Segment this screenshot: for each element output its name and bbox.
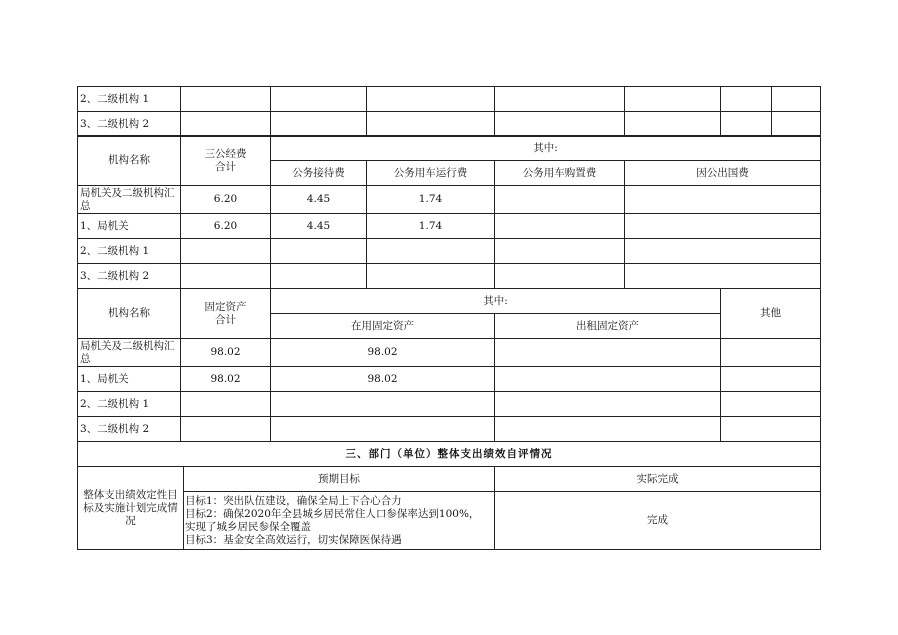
goal-line: 实现了城乡居民参保全覆盖 bbox=[185, 520, 311, 533]
row-label: 3、二级机构 2 bbox=[78, 417, 181, 442]
header-org-name: 机构名称 bbox=[78, 136, 181, 186]
cell-in-use bbox=[271, 417, 495, 442]
cell-vehicle-run: 1.74 bbox=[367, 214, 495, 239]
goal-line: 目标3：基金安全高效运行，切实保障医保待遇 bbox=[185, 533, 402, 546]
header-expected-goals: 预期目标 bbox=[184, 467, 495, 492]
header-abroad: 因公出国费 bbox=[625, 161, 821, 186]
table-row bbox=[78, 367, 821, 392]
header-total: 三公经费 合计 bbox=[181, 136, 271, 186]
header-org-name: 机构名称 bbox=[78, 289, 181, 339]
header-total: 固定资产 合计 bbox=[181, 289, 271, 339]
header-other: 其他 bbox=[721, 289, 821, 339]
table-row bbox=[78, 87, 821, 112]
header-group-among: 其中: bbox=[271, 289, 721, 314]
goal-line: 目标1：突出队伍建设，确保全局上下合心合力 bbox=[185, 494, 402, 507]
cell-in-use: 98.02 bbox=[271, 339, 495, 367]
cell-other bbox=[721, 417, 821, 442]
row-label: 2、二级机构 1 bbox=[78, 239, 181, 264]
table-row bbox=[78, 214, 821, 239]
row-label: 3、二级机构 2 bbox=[78, 264, 181, 289]
table-performance-evaluation bbox=[77, 441, 821, 550]
cell-vehicle-run bbox=[367, 264, 495, 289]
cell-total: 6.20 bbox=[181, 214, 271, 239]
cell-reception bbox=[271, 239, 367, 264]
table-row bbox=[78, 417, 821, 442]
cell-rented bbox=[495, 339, 721, 367]
row-label: 局机关及二级机构汇总 bbox=[78, 186, 181, 214]
row-label: 1、局机关 bbox=[78, 367, 181, 392]
goal-line: 目标2：确保2020年全县城乡居民常住人口参保率达到100%， bbox=[185, 507, 480, 520]
cell-other bbox=[721, 367, 821, 392]
cell-abroad bbox=[625, 214, 821, 239]
header-group-among: 其中: bbox=[271, 136, 821, 161]
section-title: 三、部门（单位）整体支出绩效自评情况 bbox=[78, 442, 821, 467]
cell-vehicle-buy bbox=[495, 239, 625, 264]
cell-in-use bbox=[271, 392, 495, 417]
cell-abroad bbox=[625, 264, 821, 289]
cell-rented bbox=[495, 417, 721, 442]
table-partial-top bbox=[77, 86, 821, 137]
cell-vehicle-buy bbox=[495, 214, 625, 239]
cell-actual: 完成 bbox=[495, 492, 821, 550]
cell-total: 6.20 bbox=[181, 186, 271, 214]
cell-vehicle-run: 1.74 bbox=[367, 186, 495, 214]
cell-other bbox=[721, 392, 821, 417]
header-reception: 公务接待费 bbox=[271, 161, 367, 186]
header-vehicle-buy: 公务用车购置费 bbox=[495, 161, 625, 186]
row-label: 1、局机关 bbox=[78, 214, 181, 239]
cell-total bbox=[181, 239, 271, 264]
cell-goals bbox=[184, 492, 495, 550]
cell-total bbox=[181, 392, 271, 417]
cell-total bbox=[181, 264, 271, 289]
cell-rented bbox=[495, 392, 721, 417]
table-row bbox=[78, 186, 821, 214]
row-label-performance: 整体支出绩效定性目标及实施计划完成情况 bbox=[78, 467, 184, 550]
table-three-public-expenses bbox=[77, 135, 821, 289]
cell-abroad bbox=[625, 239, 821, 264]
cell-vehicle-run bbox=[367, 239, 495, 264]
cell-reception: 4.45 bbox=[271, 186, 367, 214]
cell-total: 98.02 bbox=[181, 367, 271, 392]
header-actual-completion: 实际完成 bbox=[495, 467, 821, 492]
table-row bbox=[78, 239, 821, 264]
cell-rented bbox=[495, 367, 721, 392]
cell-total: 98.02 bbox=[181, 339, 271, 367]
cell-total bbox=[181, 417, 271, 442]
table-row bbox=[78, 112, 821, 137]
cell-abroad bbox=[625, 186, 821, 214]
table-fixed-assets bbox=[77, 288, 821, 442]
row-label: 2、二级机构 1 bbox=[78, 87, 181, 112]
cell-vehicle-buy bbox=[495, 186, 625, 214]
row-label: 3、二级机构 2 bbox=[78, 112, 181, 137]
header-in-use: 在用固定资产 bbox=[271, 314, 495, 339]
row-label: 2、二级机构 1 bbox=[78, 392, 181, 417]
table-row bbox=[78, 339, 821, 367]
cell-other bbox=[721, 339, 821, 367]
table-row bbox=[78, 392, 821, 417]
row-label: 局机关及二级机构汇总 bbox=[78, 339, 181, 367]
header-vehicle-run: 公务用车运行费 bbox=[367, 161, 495, 186]
header-rented: 出租固定资产 bbox=[495, 314, 721, 339]
table-row bbox=[78, 264, 821, 289]
cell-reception: 4.45 bbox=[271, 214, 367, 239]
cell-reception bbox=[271, 264, 367, 289]
cell-vehicle-buy bbox=[495, 264, 625, 289]
cell-in-use: 98.02 bbox=[271, 367, 495, 392]
